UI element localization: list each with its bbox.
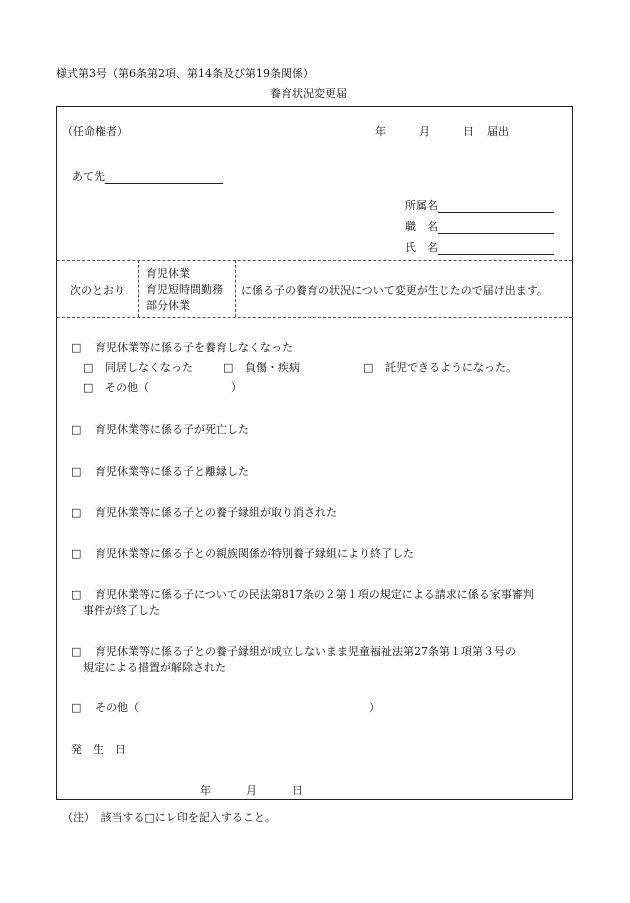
statement-prefix: 次のとおり [70, 284, 125, 297]
checkbox[interactable]: □ [71, 588, 82, 601]
checkbox[interactable]: □ [223, 361, 234, 374]
footer-note: （注） 該当する□にレ印を記入すること。 [62, 811, 276, 824]
option-7-label-line1: 育児休業等に係る子との養子縁組が成立しないまま児童福祉法第27条第１項第３号の [95, 645, 516, 658]
option-1-sub-2-label: 負傷・疾病 [245, 361, 300, 374]
divider-bottom [57, 317, 572, 318]
checkbox[interactable]: □ [83, 381, 94, 394]
option-5 [71, 545, 414, 561]
date-year: 年 [375, 125, 386, 138]
appointer-label: （任命権者） [62, 125, 128, 138]
leave-type-childcare: 育児休業 [146, 267, 190, 280]
option-1-sub-1-label: 同居しなくなった [105, 361, 193, 374]
checkbox[interactable]: □ [71, 423, 82, 436]
form-title: 養育状況変更届 [270, 87, 347, 100]
option-5-label: 育児休業等に係る子との親族関係が特別養子縁組により終了した [95, 547, 414, 560]
addressee-field[interactable] [105, 171, 223, 184]
divider-right [235, 260, 236, 317]
statement-body: に係る子の養育の状況について変更が生じたので届け出ます。 [241, 284, 548, 297]
date-filing-label: 届出 [487, 125, 509, 138]
leave-type-partial: 部分休業 [146, 299, 190, 312]
checkbox[interactable]: □ [71, 506, 82, 519]
occurrence-month: 月 [246, 784, 257, 797]
checkbox[interactable]: □ [83, 361, 94, 374]
option-8-label: その他（ [95, 701, 139, 714]
position-field[interactable] [438, 221, 554, 234]
checkbox[interactable]: □ [71, 341, 82, 354]
occurrence-year: 年 [200, 784, 211, 797]
occurrence-label: 発 生 日 [71, 743, 126, 756]
checkbox[interactable]: □ [71, 547, 82, 560]
option-1-sub-childcare [363, 359, 517, 375]
paren-close: ） [231, 381, 242, 394]
form-box [56, 106, 573, 800]
leave-type-short-hours: 育児短時間勤務 [146, 283, 223, 296]
option-3-label: 育児休業等に係る子と離縁した [95, 465, 249, 478]
checkbox[interactable]: □ [363, 361, 374, 374]
option-7 [71, 643, 516, 659]
affiliation-label: 所属名 [405, 199, 438, 212]
date-day: 日 [463, 125, 474, 138]
date-month: 月 [419, 125, 430, 138]
option-6-line2: 事件が終了した [83, 604, 160, 617]
option-1-sub-other [83, 379, 242, 395]
option-8 [71, 699, 380, 715]
affiliation-row [405, 197, 554, 213]
checkbox[interactable]: □ [71, 645, 82, 658]
option-3 [71, 463, 249, 479]
name-field[interactable] [438, 242, 554, 255]
checkbox[interactable]: □ [71, 465, 82, 478]
checkbox[interactable]: □ [71, 701, 82, 714]
option-1 [71, 339, 293, 355]
option-2 [71, 421, 249, 437]
name-row [405, 239, 554, 255]
addressee-row [72, 168, 223, 184]
option-1-sub-3-label: 託児できるようになった。 [385, 361, 517, 374]
divider-top [57, 260, 572, 261]
filing-date [375, 123, 509, 139]
option-4-label: 育児休業等に係る子との養子縁組が取り消された [95, 506, 337, 519]
option-6-label-line1: 育児休業等に係る子についての民法第817条の２第１項の規定による請求に係る家事審判 [95, 588, 534, 601]
affiliation-field[interactable] [438, 200, 554, 213]
option-6 [71, 586, 534, 602]
paren-close: ） [369, 701, 380, 714]
addressee-label: あて先 [72, 170, 105, 183]
option-1-label: 育児休業等に係る子を養育しなくなった [95, 341, 293, 354]
name-label: 氏 名 [405, 241, 438, 254]
option-7-line2: 規定による措置が解除された [83, 661, 226, 674]
occurrence-date [200, 782, 303, 798]
option-1-sub-injury [223, 359, 300, 375]
option-1-sub-4-label: その他（ [105, 381, 149, 394]
form-number: 様式第3号（第6条第2項、第14条及び第19条関係） [56, 67, 314, 80]
occurrence-day: 日 [292, 784, 303, 797]
position-row [405, 218, 554, 234]
option-1-sub-cohabit [83, 359, 193, 375]
divider-left [138, 260, 139, 317]
option-4 [71, 504, 337, 520]
position-label: 職 名 [405, 220, 438, 233]
option-2-label: 育児休業等に係る子が死亡した [95, 423, 249, 436]
